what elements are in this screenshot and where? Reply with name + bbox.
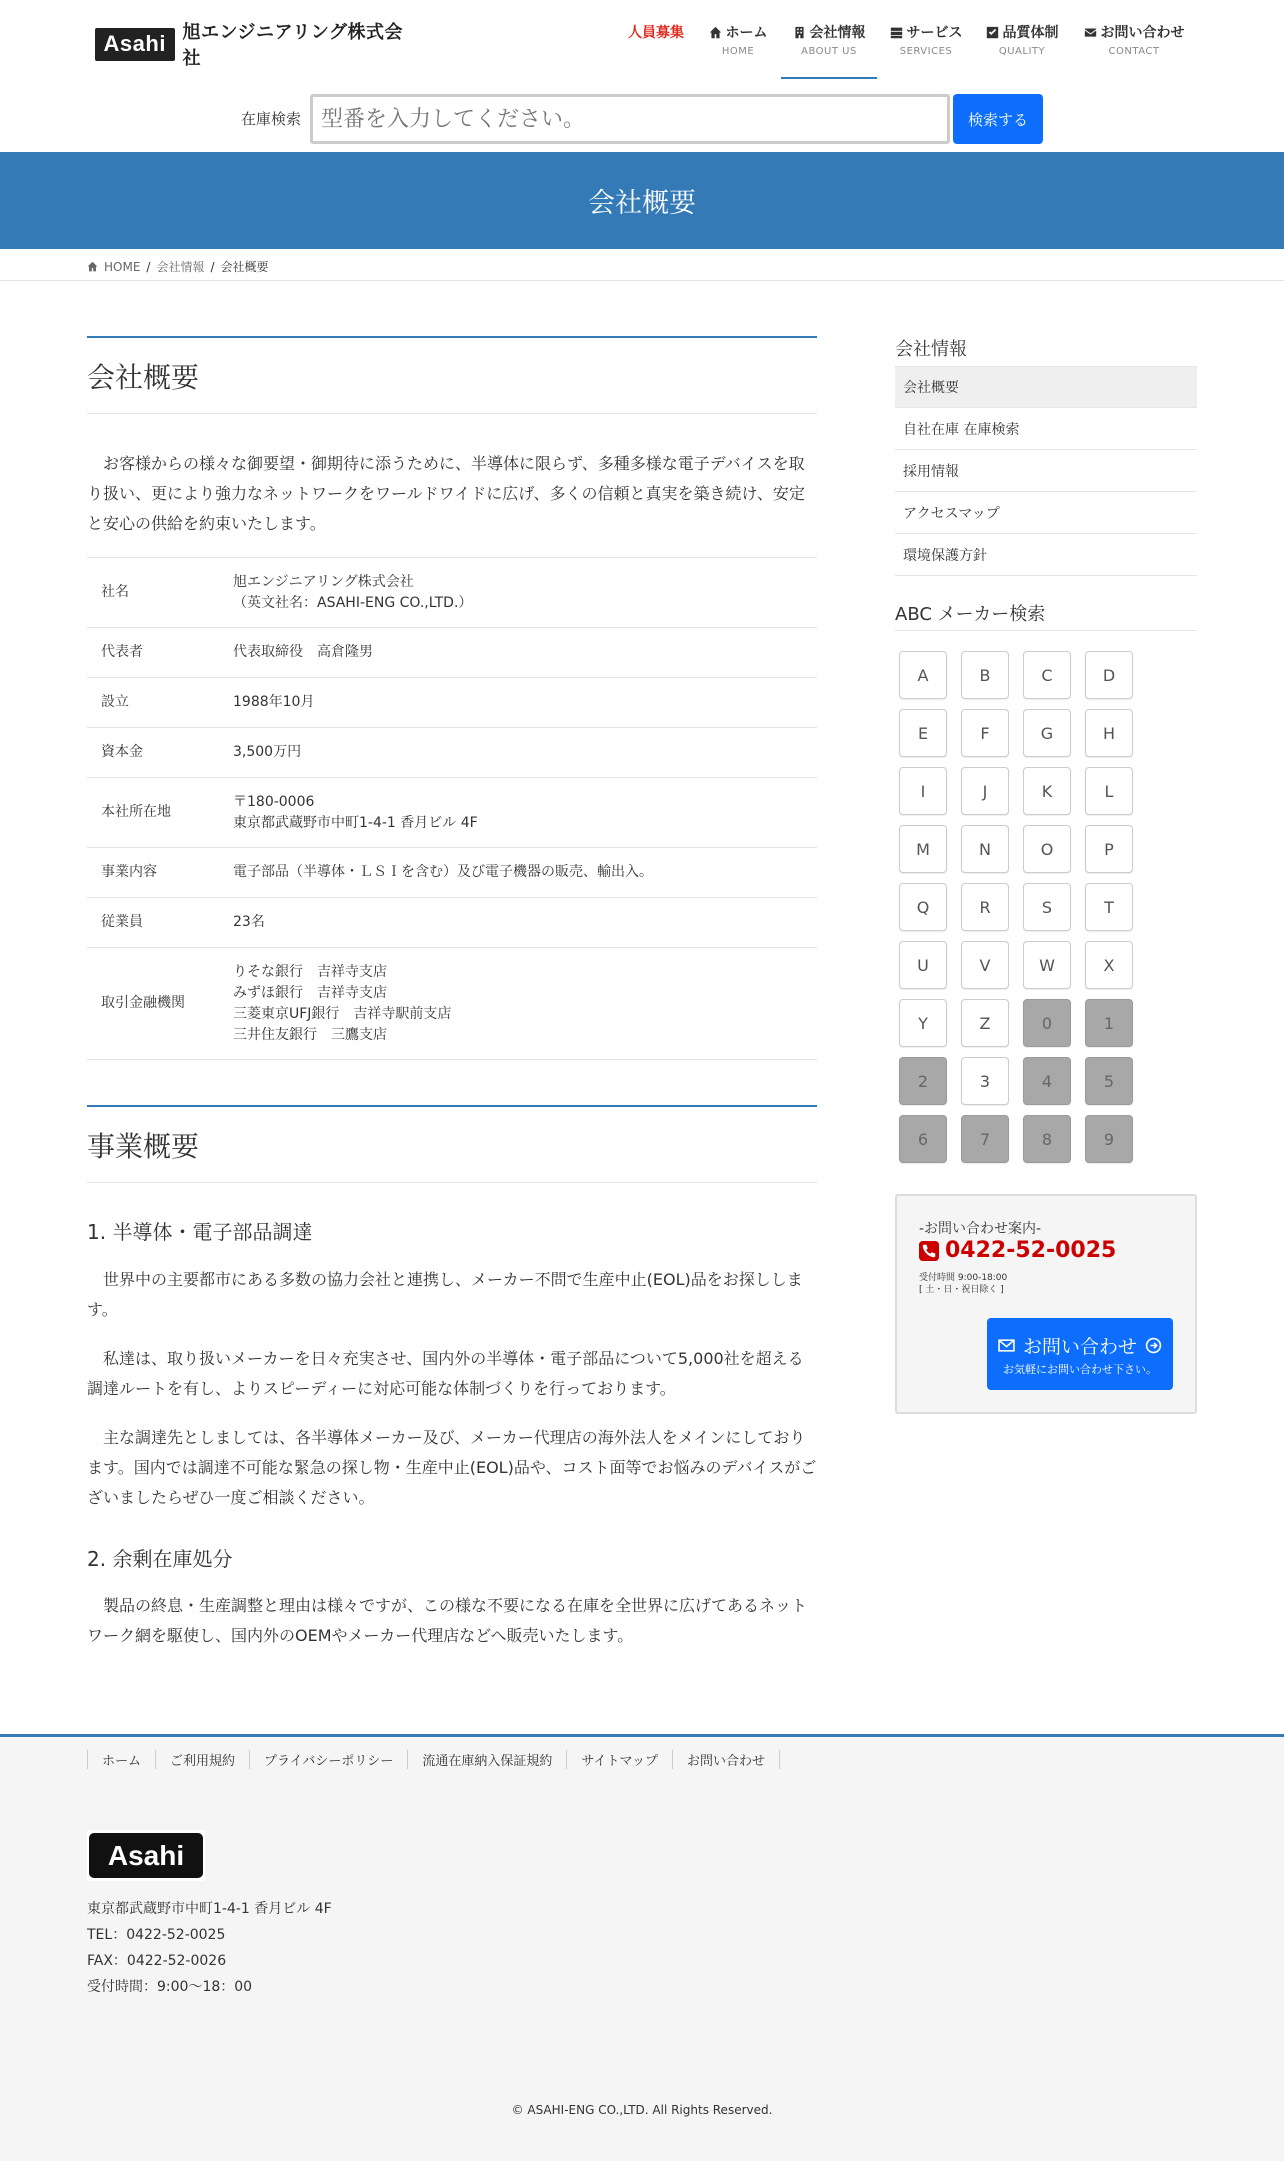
- profile-value: [233, 948, 817, 1060]
- profile-label: 資本金: [101, 744, 143, 760]
- nav-sublabel: HOME: [721, 46, 755, 57]
- profile-value-line: みずほ銀行 吉祥寺支店: [233, 984, 387, 1001]
- profile-row: [87, 558, 817, 628]
- nav-item-home[interactable]: [700, 22, 776, 82]
- profile-row: [87, 678, 817, 728]
- profile-row: [87, 848, 817, 898]
- maker-search-button-h[interactable]: H: [1085, 709, 1133, 757]
- footer-fax: FAX：0422-52-0026: [87, 1953, 227, 1969]
- nav-label: サービス: [906, 25, 963, 41]
- footer-link-stock-guarantee[interactable]: 流通在庫納入保証規約: [407, 1750, 566, 1769]
- sidebar-item-recruit[interactable]: 採用情報: [895, 450, 1197, 492]
- breadcrumb-separator: /: [146, 259, 151, 274]
- footer-tel: TEL：0422-52-0025: [87, 1927, 226, 1943]
- nav-label: ホーム: [725, 25, 768, 41]
- arrow-circle-right-icon: [1145, 1337, 1162, 1354]
- profile-value-line: 電子部品（半導体・ＬＳＩを含む）及び電子機器の販売、輸出入。: [233, 864, 653, 880]
- home-icon: [87, 261, 98, 272]
- procurement-paragraph-2: 私達は、取り扱いメーカーを日々充実させ、国内外の半導体・電子部品について5,000社を超える調達ルートを有し、よりスピーディーに対応可能な体制づくりを行っております。: [87, 1349, 804, 1398]
- profile-value: [233, 628, 817, 678]
- profile-label: 従業員: [101, 914, 143, 930]
- footer-links: [87, 1750, 780, 1769]
- profile-value-line: 1988年10月: [233, 694, 315, 710]
- nav-sublabel: CONTACT: [1108, 46, 1160, 57]
- maker-search-button-9[interactable]: 9: [1085, 1115, 1133, 1163]
- sidebar-item-access-map[interactable]: アクセスマップ: [895, 492, 1197, 534]
- profile-value-line: 三菱東京UFJ銀行 吉祥寺駅前支店: [233, 1005, 452, 1022]
- maker-search-button-x[interactable]: X: [1085, 941, 1133, 989]
- nav-label: 品質体制: [1002, 25, 1059, 41]
- profile-label: 設立: [101, 694, 129, 710]
- maker-search-button-i[interactable]: I: [899, 767, 947, 815]
- subsection-title-surplus: 2. 余剰在庫処分: [87, 1547, 233, 1571]
- footer-link-sitemap[interactable]: サイトマップ: [566, 1750, 672, 1769]
- maker-search-grid: [899, 651, 1139, 1163]
- nav-active-indicator: [781, 77, 877, 79]
- maker-search-button-w[interactable]: W: [1023, 941, 1071, 989]
- nav-item-contact[interactable]: [1078, 22, 1190, 82]
- maker-search-button-m[interactable]: M: [899, 825, 947, 873]
- maker-search-button-p[interactable]: P: [1085, 825, 1133, 873]
- maker-search-button-d[interactable]: D: [1085, 651, 1133, 699]
- surplus-paragraph: 製品の終息・生産調整と理由は様々ですが、この様な不要になる在庫を全世界に広げてあるネットワーク網を駆使し、国内外のOEMやメーカー代理店などへ販売いたします。: [87, 1596, 808, 1645]
- breadcrumb: [87, 258, 269, 275]
- copyright: © ASAHI-ENG CO.,LTD. All Rights Reserved.: [511, 2103, 773, 2117]
- profile-value: [233, 848, 817, 898]
- maker-search-title: ABC メーカー検索: [895, 604, 1046, 625]
- envelope-icon: [1084, 26, 1097, 39]
- contact-closed-days: [ 土・日・祝日除く ]: [919, 1285, 1004, 1295]
- profile-value-line: （英文社名：ASAHI-ENG CO.,LTD.）: [233, 594, 473, 611]
- footer-hours: 受付時間：9:00～18：00: [87, 1979, 253, 1995]
- profile-value: [233, 778, 817, 848]
- maker-search-button-4[interactable]: 4: [1023, 1057, 1071, 1105]
- contact-button[interactable]: [987, 1318, 1173, 1390]
- profile-value-line: 〒180-0006: [233, 793, 315, 810]
- nav-label: 人員募集: [628, 25, 684, 41]
- profile-value: [233, 728, 817, 778]
- sidebar-item-stock-search[interactable]: 自社在庫 在庫検索: [895, 408, 1197, 450]
- contact-phone[interactable]: [919, 1238, 1116, 1263]
- maker-search-button-k[interactable]: K: [1023, 767, 1071, 815]
- maker-search-button-5[interactable]: 5: [1085, 1057, 1133, 1105]
- profile-label: 社名: [101, 584, 129, 600]
- footer-link-home[interactable]: ホーム: [87, 1750, 155, 1769]
- maker-search-button-a[interactable]: A: [899, 651, 947, 699]
- intro-paragraph: お客様からの様々な御要望・御期待に添うために、半導体に限らず、多種多様な電子デバイスを取り扱い、更により強力なネットワークをワールドワイドに広げ、多くの信頼と真実を築き続け、安定と安心の供給を約束いたします。: [87, 454, 805, 533]
- building-icon: [793, 26, 806, 39]
- maker-search-button-3[interactable]: 3: [961, 1057, 1009, 1105]
- sidebar-item-overview[interactable]: 会社概要: [895, 366, 1197, 408]
- maker-search-button-o[interactable]: O: [1023, 825, 1071, 873]
- profile-label: 代表者: [101, 644, 143, 660]
- check-square-icon: [986, 26, 999, 39]
- divider: [895, 630, 1197, 631]
- divider: [0, 280, 1284, 281]
- profile-value-line: 代表取締役 高倉隆男: [233, 644, 373, 660]
- nav-item-recruit[interactable]: [620, 22, 692, 82]
- home-icon: [709, 26, 722, 39]
- envelope-icon: [998, 1337, 1015, 1354]
- stock-search-label: 在庫検索: [241, 110, 302, 128]
- maker-search-button-b[interactable]: B: [961, 651, 1009, 699]
- profile-value-line: 23名: [233, 914, 265, 930]
- maker-search-button-n[interactable]: N: [961, 825, 1009, 873]
- company-logo[interactable]: [95, 22, 420, 69]
- maker-search-button-g[interactable]: G: [1023, 709, 1071, 757]
- maker-search-button-2[interactable]: 2: [899, 1057, 947, 1105]
- company-profile-table: [87, 557, 817, 1060]
- maker-search-button-y[interactable]: Y: [899, 999, 947, 1047]
- maker-search-button-t[interactable]: T: [1085, 883, 1133, 931]
- sidebar-menu: [895, 366, 1197, 576]
- maker-search-button-e[interactable]: E: [899, 709, 947, 757]
- maker-search-button-r[interactable]: R: [961, 883, 1009, 931]
- footer-logo: [87, 1830, 205, 1881]
- footer-link-contact[interactable]: お問い合わせ: [672, 1750, 780, 1769]
- profile-row: [87, 628, 817, 678]
- maker-search-button-j[interactable]: J: [961, 767, 1009, 815]
- breadcrumb-current: 会社概要: [220, 260, 269, 274]
- footer-logo-mark: Asahi: [89, 1833, 203, 1878]
- breadcrumb-home[interactable]: HOME: [104, 259, 141, 274]
- profile-row: [87, 728, 817, 778]
- breadcrumb-company-info[interactable]: 会社情報: [156, 260, 205, 274]
- profile-value-line: りそな銀行 吉祥寺支店: [233, 963, 387, 980]
- stock-search-input[interactable]: [310, 94, 950, 144]
- footer-link-privacy[interactable]: プライバシーポリシー: [249, 1750, 407, 1769]
- logo-company-name: 旭エンジニアリング株式会社: [182, 22, 403, 69]
- procurement-paragraph-3: 主な調達先としましては、各半導体メーカー及び、メーカー代理店の海外法人をメインにしております。国内では調達不可能な緊急の探し物・生産中止(EOL)品や、コスト面等でお悩みのデバイスがございましたらぜひ一度ご相談ください。: [87, 1428, 817, 1507]
- nav-label: お問い合わせ: [1100, 25, 1185, 41]
- logo-mark: Asahi: [95, 28, 175, 61]
- contact-button-label: お問い合わせ: [1022, 1335, 1137, 1358]
- footer-link-terms[interactable]: ご利用規約: [155, 1750, 249, 1769]
- maker-search-button-6[interactable]: 6: [899, 1115, 947, 1163]
- maker-search-button-z[interactable]: Z: [961, 999, 1009, 1047]
- profile-label: 取引金融機関: [101, 995, 185, 1011]
- contact-caption: -お問い合わせ案内-: [919, 1221, 1042, 1237]
- stock-search-button[interactable]: 検索する: [953, 94, 1043, 144]
- profile-label: 本社所在地: [101, 804, 171, 820]
- maker-search-button-1[interactable]: 1: [1085, 999, 1133, 1047]
- profile-row: [87, 948, 817, 1060]
- profile-value: [233, 558, 817, 628]
- sidebar-item-environment[interactable]: 環境保護方針: [895, 534, 1197, 576]
- nav-item-services[interactable]: [882, 22, 970, 82]
- profile-value-line: 3,500万円: [233, 744, 302, 760]
- profile-value-line: 東京都武蔵野市中町1-4-1 香月ビル 4F: [233, 814, 478, 831]
- nav-sublabel: QUALITY: [998, 46, 1046, 57]
- server-icon: [890, 26, 903, 39]
- profile-label: 事業内容: [101, 864, 157, 880]
- phone-icon: [919, 1241, 939, 1261]
- footer-address: 東京都武蔵野市中町1-4-1 香月ビル 4F: [87, 1901, 332, 1917]
- sidebar-title: 会社情報: [895, 339, 967, 360]
- breadcrumb-separator: /: [210, 259, 215, 274]
- profile-value-line: 旭エンジニアリング株式会社: [233, 573, 414, 590]
- nav-label: 会社情報: [809, 25, 866, 41]
- profile-row: [87, 898, 817, 948]
- nav-sublabel: ABOUT US: [801, 46, 857, 57]
- maker-search-button-0[interactable]: 0: [1023, 999, 1071, 1047]
- profile-value-line: 三井住友銀行 三鷹支店: [233, 1026, 387, 1043]
- maker-search-button-u[interactable]: U: [899, 941, 947, 989]
- nav-sublabel: SERVICES: [899, 46, 953, 57]
- procurement-paragraph-1: 世界中の主要都市にある多数の協力会社と連携し、メーカー不問で生産中止(EOL)品をお探しします。: [87, 1270, 803, 1319]
- maker-search-button-7[interactable]: 7: [961, 1115, 1009, 1163]
- contact-button-sublabel: お気軽にお問い合わせ下さい。: [1003, 1362, 1157, 1376]
- maker-search-button-v[interactable]: V: [961, 941, 1009, 989]
- maker-search-button-f[interactable]: F: [961, 709, 1009, 757]
- nav-item-quality[interactable]: [978, 22, 1066, 82]
- contact-phone-number: 0422-52-0025: [945, 1238, 1117, 1263]
- profile-value: [233, 898, 817, 948]
- profile-value: [233, 678, 817, 728]
- section-title-business: 事業概要: [87, 1105, 817, 1183]
- footer: [0, 1734, 1284, 2161]
- page-banner: 会社概要: [0, 152, 1284, 249]
- contact-hours: 受付時間 9:00-18:00: [919, 1273, 1008, 1283]
- maker-search-button-l[interactable]: L: [1085, 767, 1133, 815]
- maker-search-button-c[interactable]: C: [1023, 651, 1071, 699]
- section-title-overview: 会社概要: [87, 336, 817, 414]
- nav-item-about[interactable]: [781, 22, 877, 82]
- maker-search-button-8[interactable]: 8: [1023, 1115, 1071, 1163]
- maker-search-button-q[interactable]: Q: [899, 883, 947, 931]
- subsection-title-procurement: 1. 半導体・電子部品調達: [87, 1220, 313, 1244]
- maker-search-button-s[interactable]: S: [1023, 883, 1071, 931]
- profile-row: [87, 778, 817, 848]
